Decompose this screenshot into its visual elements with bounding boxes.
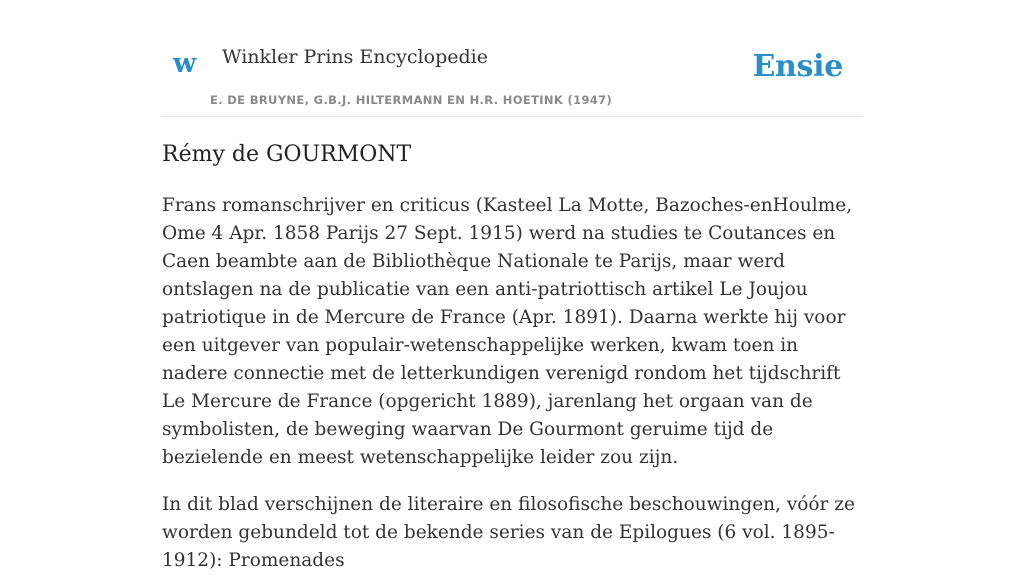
- ensie-brand-logo[interactable]: Ensie: [752, 49, 843, 84]
- article-paragraph-1: Frans romanschrijver en criticus (Kasteel La Motte, Bazoches-enHoulme, Ome 4 Apr. 1858 Parijs 27 Sept. 1915) werd na studies te Coutances en Caen beambte aan de Bibliothèque Nationale te Parijs, maar werd ontslagen na de publicatie van een anti-patriottisch artikel Le Joujou patriotique in de Mercure de France (Apr. 1891). Daarna werkte hij voor een uitgever van populair-wetenschappelijke werken, kwam toen in nadere connectie met de letterkundigen verenigd rondom het tijdschrift Le Mercure de France (opgericht 1889), jarenlang het orgaan van de symbolisten, de beweging waarvan De Gourmont geruime tijd de bezielende en meest wetenschappelijke leider zou zijn.: [162, 195, 853, 468]
- site-header: [162, 0, 862, 117]
- article-title: Rémy de GOURMONT: [162, 142, 412, 167]
- site-title-link[interactable]: Winkler Prins Encyclopedie: [222, 46, 488, 68]
- article: [162, 138, 862, 575]
- article-paragraph-2: In dit blad verschijnen de literaire en filosofische beschouwingen, vóór ze worden gebundeld tot de bekende series van de Epilogues (6 vol. 1895-1912): Promenades: [162, 494, 855, 571]
- encyclopedia-logo-icon[interactable]: w: [173, 48, 197, 79]
- site-authors: E. DE BRUYNE, G.B.J. HILTERMANN EN H.R. HOETINK (1947): [210, 93, 613, 107]
